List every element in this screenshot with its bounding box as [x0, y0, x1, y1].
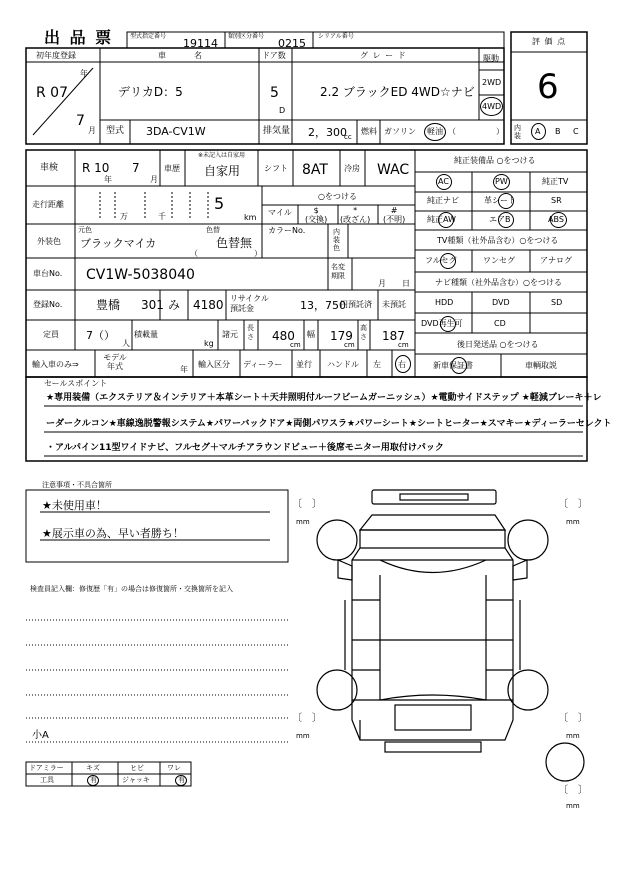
mile-label: マイル: [268, 208, 292, 217]
equip-ac-circle: [436, 174, 452, 190]
score-label: 評 価 点: [532, 37, 567, 46]
recycle-status: 未預託: [382, 300, 406, 309]
use-value: 自家用: [204, 164, 241, 178]
plate-city: 豊橋: [96, 298, 121, 312]
equip-leather-circle: [498, 193, 514, 209]
door-type: D: [279, 106, 286, 115]
navi-dvd-play-circle: [440, 316, 456, 332]
legend-jack-yes: 有: [178, 776, 185, 784]
exchange-label: $ (交換): [305, 206, 328, 224]
tire-fl-mm: mm: [296, 518, 310, 526]
legend-jack-circle: [175, 775, 187, 786]
length-value: 480: [272, 329, 295, 343]
displacement-unit: cc: [344, 133, 352, 141]
tire-rr-bracket: 〔 〕: [558, 713, 588, 724]
car-name-label: 車 名: [158, 51, 203, 60]
tv-analog: アナログ: [540, 256, 572, 265]
drive-4wd-circle: [480, 97, 503, 116]
doors-label: ドア数: [262, 51, 286, 60]
navi-cd: CD: [494, 319, 506, 328]
handle-right: 右: [398, 360, 406, 369]
grade-label: グ レ ー ド: [360, 51, 407, 60]
equip-aw-circle: [438, 212, 454, 228]
tire-fl-bracket: 〔 〕: [292, 499, 322, 510]
equip-aw: 純正AW: [427, 215, 456, 224]
ac-value: WAC: [377, 162, 410, 178]
tv-label: TV種類（社外品含む）○をつける: [437, 236, 559, 245]
legend-crack: ヒビ: [130, 764, 144, 772]
sales-line-2: ーダークルコン★車線逸脱警報システム★パワーバックドア★両側パワスラ★パワーシート★シートヒーター★スマキー★ディーラーセレクト: [46, 419, 612, 429]
handle-left: 左: [373, 360, 381, 369]
interior-a-circle: [531, 123, 546, 140]
notes-line-1: ★未使用車！: [42, 499, 107, 512]
grade-value: 2.2 ブラックED 4WD☆ナビ: [320, 85, 475, 99]
equip-pw: PW: [495, 177, 508, 186]
plate-class: 301: [141, 298, 164, 312]
mileage-label: 走行距離: [32, 200, 64, 209]
unknown-label: # (不明): [383, 206, 406, 224]
mileage-unit: km: [244, 213, 257, 222]
shaken-year-unit: 年: [104, 175, 112, 184]
capacity-value: 7（）: [86, 329, 115, 342]
chassis-label: 車台No.: [33, 269, 63, 278]
docs-label: 後日発送品 ○をつける: [457, 340, 539, 349]
equip-abs: ABS: [548, 215, 564, 224]
sales-line-3: ・アルパイン11型ワイドナビ、フルセグ＋マルチアラウンドビュー＋後席モニター用取付けパック: [46, 443, 444, 453]
plate-kana: み: [168, 298, 181, 312]
docs-manual: 車輌取説: [525, 361, 557, 370]
height-label: 高さ: [360, 324, 367, 341]
fuel-diesel-circle: [424, 123, 446, 141]
recycle-value: 13，750: [300, 299, 346, 312]
color-paren: （ ）: [190, 249, 262, 258]
equip-airbag-circle: [498, 212, 514, 228]
displacement-label: 排気量: [263, 126, 291, 136]
tire-rr-mm: mm: [566, 732, 580, 740]
import-label: 輸入車のみ⇒: [32, 360, 79, 369]
capacity-unit: 人: [122, 339, 130, 348]
serial-label: シリアル番号: [318, 33, 354, 40]
model-label: 型式: [106, 126, 125, 136]
inspector-label: 検査員記入欄：修復歴「有」の場合は修復箇所・交換箇所を記入: [30, 585, 233, 593]
orig-color-label: 元色: [78, 226, 92, 234]
form-title: 出 品 票: [44, 28, 114, 47]
recycle-label: リサイクル預託金: [230, 294, 269, 313]
tamper-label: * (改ざん): [340, 206, 371, 224]
legend-door-mirror: ドアミラー: [29, 764, 64, 772]
model-year-label: モデル年式: [103, 353, 127, 371]
legend-tools-yes: 有: [90, 776, 97, 784]
docs-warranty-circle: [451, 357, 467, 374]
recycle-unit: 円預託済: [340, 300, 372, 309]
height-cm: cm: [398, 341, 409, 349]
legend-scratch: キズ: [86, 764, 100, 772]
kata-shitei-value: 19114: [183, 37, 218, 50]
equip-navi: 純正ナビ: [427, 196, 459, 205]
color-change: 色替無: [216, 236, 253, 250]
sales-label: セールスポイント: [44, 379, 108, 388]
equip-sr: SR: [551, 196, 562, 205]
color-code-label: 色替: [206, 226, 220, 234]
tv-full: フルセグ: [425, 256, 457, 265]
use-label: 車歴: [164, 164, 180, 173]
tire-fr-mm: mm: [566, 518, 580, 526]
tv-full-circle: [440, 253, 456, 269]
drive-label: 駆動: [483, 54, 499, 63]
shaken-label: 車検: [40, 163, 59, 173]
interior-b: B: [555, 127, 561, 136]
use-note: ※未記入は自家用: [198, 152, 246, 159]
interior-c: C: [573, 127, 579, 136]
tire-spare-mm: mm: [566, 802, 580, 810]
shaken-value: R 10: [82, 161, 110, 175]
shaken-month-unit: 月: [150, 175, 158, 184]
shift-label: シフト: [264, 164, 288, 173]
shaken-month: 7: [132, 161, 140, 175]
drive-2wd: 2WD: [482, 78, 502, 87]
equip-tv: 純正TV: [542, 177, 569, 186]
notes-line-2: ★展示車の為、早い者勝ち！: [42, 527, 184, 540]
handle-right-circle: [395, 355, 411, 373]
interior-a: A: [535, 127, 541, 136]
navi-label: ナビ種類（社外品含む）○をつける: [435, 278, 562, 287]
orig-color: ブラックマイカ: [80, 237, 157, 250]
doors-value: 5: [270, 85, 279, 101]
navi-dvd-play: DVD再生可: [421, 319, 463, 328]
navi-sd: SD: [551, 298, 563, 307]
genuine-label: 純正装備品 ○をつける: [454, 156, 536, 165]
plate-number: 4180: [193, 298, 224, 312]
height-value: 187: [382, 329, 405, 343]
chassis-value: CV1W-5038040: [86, 267, 195, 283]
mileage-man: 万: [120, 212, 128, 221]
drive-4wd: 4WD: [482, 102, 502, 111]
import-class-label: 輸入区分: [198, 360, 230, 369]
equip-pw-circle: [493, 174, 510, 190]
ruibetsu-label: 類別区分番号: [228, 33, 265, 40]
tv-one: ワンセグ: [483, 256, 515, 265]
docs-warranty: 新車保証書: [433, 361, 473, 370]
fuel-label: 燃料: [361, 127, 377, 136]
model-year-unit: 年: [180, 365, 188, 374]
sales-line-1: ★専用装備（エクステリア＆インテリア＋本革シート＋天井照明付ルーフビームガーニッシュ）★電動サイドステップ ★軽減ブレーキ＋レ: [46, 393, 602, 403]
legend-tools: 工具: [40, 776, 54, 784]
length-cm: cm: [290, 341, 301, 349]
name-change-unit: 月 日: [378, 279, 410, 288]
color-no-label: カラーNo.: [268, 226, 306, 235]
capacity-label: 定員: [43, 330, 59, 339]
width-label: 幅: [307, 330, 315, 339]
mileage-value: 5: [214, 194, 225, 213]
legend-break: ワレ: [167, 764, 181, 772]
model-value: 3DA-CV1W: [146, 125, 206, 138]
shift-value: 8AT: [302, 162, 328, 178]
equip-ac: AC: [438, 177, 449, 186]
displacement-value: 2，300: [308, 126, 347, 139]
meter-label: ○をつける: [318, 192, 357, 201]
legend-tools-circle: [87, 775, 99, 786]
length-label: 長さ: [247, 324, 254, 341]
tire-spare-bracket: 〔 〕: [558, 785, 588, 796]
width-cm: cm: [344, 341, 355, 349]
equip-airbag: エアB: [489, 215, 511, 224]
ac-label: 冷房: [344, 164, 360, 173]
width-value: 179: [330, 329, 353, 343]
first-reg-month: 7: [76, 113, 85, 129]
tire-fr-bracket: 〔 〕: [558, 499, 588, 510]
first-reg-era: R 07: [36, 85, 68, 101]
navi-hdd: HDD: [435, 298, 454, 307]
color-label: 外装色: [37, 237, 61, 246]
fuel-gas: ガソリン: [384, 127, 416, 136]
score-value: 6: [537, 67, 559, 107]
ruibetsu-value: 0215: [278, 37, 306, 50]
car-name: デリカD：5: [118, 85, 183, 99]
equip-abs-circle: [550, 212, 567, 228]
first-reg-year-unit: 年: [80, 69, 88, 78]
load-unit: kg: [204, 339, 214, 348]
first-reg-label: 初年度登録: [36, 51, 76, 60]
parallel-option: 並行: [296, 360, 312, 369]
handle-label: ハンドル: [327, 360, 359, 369]
equip-leather: 革シート: [484, 196, 516, 205]
plate-label: 登録No.: [33, 300, 63, 309]
name-change-label: 名変期限: [331, 263, 345, 280]
load-label: 積載量: [134, 330, 158, 339]
interior-label: 内装: [514, 124, 521, 140]
legend-jack: ジャッキ: [122, 776, 150, 784]
inspector-mark: 小A: [32, 730, 49, 741]
interior-color-label: 内装色: [333, 228, 340, 252]
mileage-sen: 千: [158, 212, 166, 221]
tire-rl-mm: mm: [296, 732, 310, 740]
fuel-diesel: 軽油: [427, 127, 443, 136]
tire-rl-bracket: 〔 〕: [292, 713, 322, 724]
notes-label: 注意事項・不具合箇所: [42, 481, 112, 489]
kata-shitei-label: 型式指定番号: [130, 33, 167, 40]
dealer-option: ディーラー: [243, 360, 283, 369]
navi-dvd: DVD: [492, 298, 510, 307]
first-reg-month-unit: 月: [88, 126, 96, 135]
dim-label: 諸元: [222, 330, 238, 339]
